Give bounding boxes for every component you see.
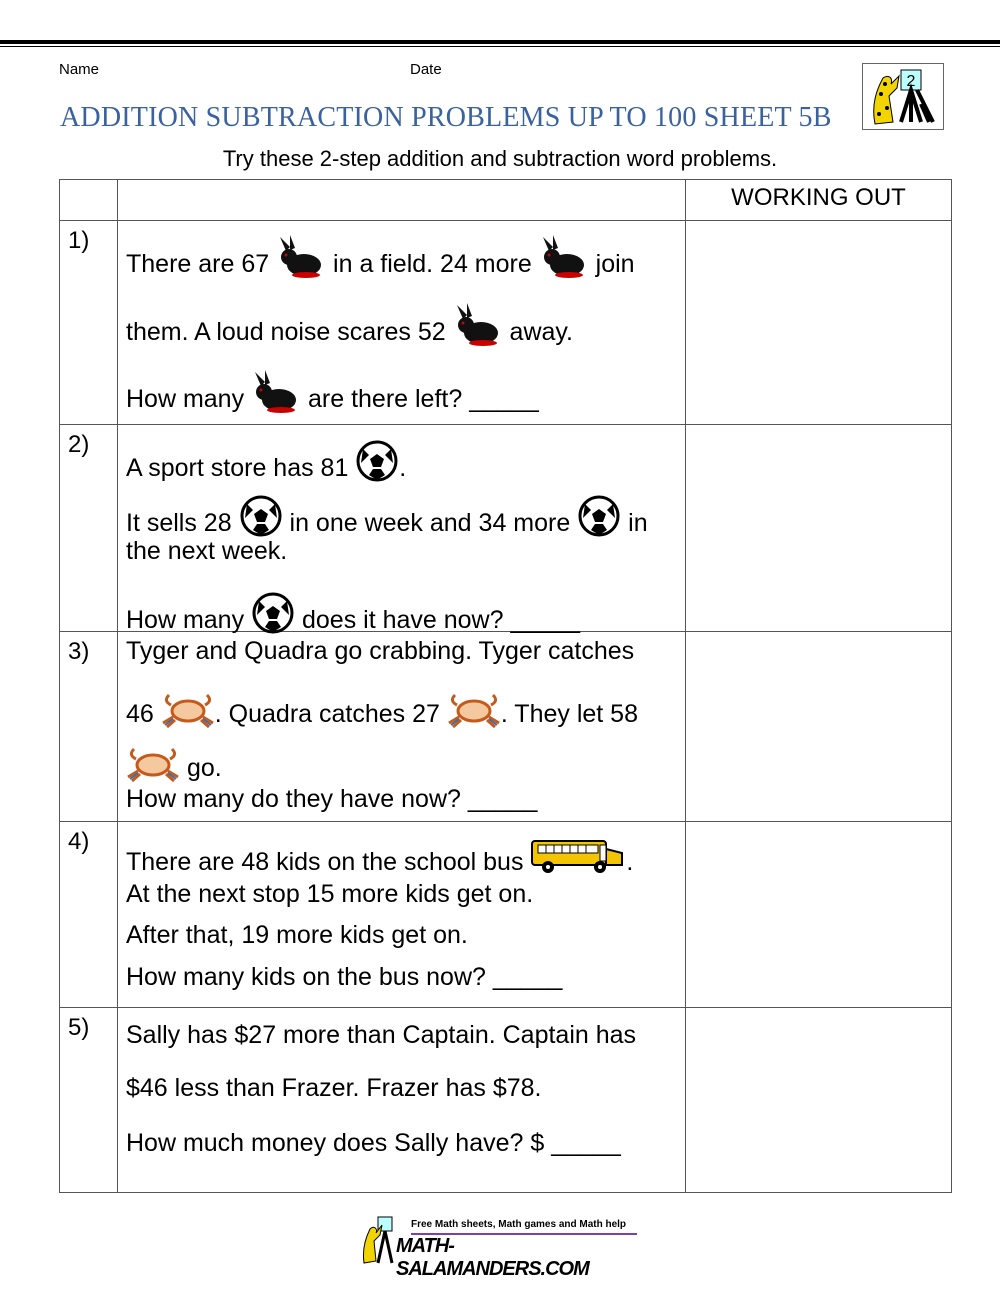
problem-text-segment: How many kids on the bus now? _____ [126, 963, 563, 991]
problem-text [118, 822, 686, 1008]
crab-icon [161, 689, 215, 729]
problem-text-segment: . [626, 848, 634, 876]
problem-text-segment: How many [126, 606, 252, 634]
problem-line [126, 370, 539, 418]
problem-text-segment: them. A loud noise scares 52 [126, 318, 453, 346]
problem-text-segment: It sells 28 [126, 509, 239, 537]
problem-text-segment: go. [180, 754, 222, 782]
problem-text-segment: join [588, 250, 635, 278]
problem-line [126, 235, 635, 283]
problem-line [126, 1073, 542, 1103]
problem-text-segment: How much money does Sally have? $ _____ [126, 1129, 621, 1157]
problem-row [60, 822, 952, 1008]
working-out-header: WORKING OUT [686, 180, 952, 221]
problem-number: 2) [60, 425, 118, 632]
problem-line [126, 743, 222, 787]
problem-number: 1) [60, 221, 118, 425]
problem-line [126, 1128, 621, 1158]
problem-text-segment: After that, 19 more kids get on. [126, 921, 468, 949]
soccer-ball-icon [239, 494, 283, 538]
problem-text-segment: 46 [126, 700, 161, 728]
problem-line [126, 784, 537, 814]
problem-text-segment: Tyger and Quadra go crabbing. Tyger catches [126, 637, 635, 665]
logo-digit: 2 [906, 73, 916, 90]
problem-text-segment: away. [502, 318, 573, 346]
instructions: Try these 2-step addition and subtraction word problems. [222, 146, 778, 171]
crab-icon [126, 743, 180, 783]
rabbit-icon [539, 235, 589, 279]
soccer-ball-icon [251, 591, 295, 635]
problem-text-segment: How many do they have now? _____ [126, 785, 538, 813]
footer-tagline: Free Math sheets, Math games and Math help [411, 1219, 627, 1230]
problem-line [126, 962, 562, 992]
problem-text-segment: How many [126, 385, 252, 413]
problem-text-segment: . They let 58 [500, 700, 638, 728]
problem-number: 4) [60, 822, 118, 1008]
problem-text-segment: A sport store has 81 [126, 454, 356, 482]
problem-line [126, 303, 573, 351]
problem-text [118, 1008, 686, 1193]
problem-text-segment: . [399, 454, 407, 482]
working-out-area[interactable] [686, 425, 952, 632]
rabbit-icon [251, 370, 301, 414]
soccer-ball-icon [355, 439, 399, 483]
soccer-ball-icon [577, 494, 621, 538]
problem-line [126, 879, 533, 909]
problem-line [126, 689, 638, 733]
problem-text [118, 632, 686, 822]
footer-site: MATH-SALAMANDERS.COM [396, 1235, 589, 1280]
problem-number: 3) [60, 632, 118, 822]
crab-icon [447, 689, 501, 729]
problem-text-segment: There are 48 kids on the school bus [126, 848, 531, 876]
problem-text-segment: . Quadra catches 27 [214, 700, 447, 728]
school-bus-icon [530, 837, 626, 877]
problem-row [60, 221, 952, 425]
working-out-area[interactable] [686, 632, 952, 822]
name-label: Name [59, 61, 100, 78]
problem-line [126, 439, 406, 487]
problem-number: 5) [60, 1008, 118, 1193]
problem-row [60, 632, 952, 822]
problem-text-segment: does it have now? _____ [295, 606, 580, 634]
problem-text [118, 221, 686, 425]
rabbit-icon [276, 235, 326, 279]
problem-text-segment: in [621, 509, 648, 537]
date-label: Date [410, 61, 442, 78]
problem-line [126, 1020, 636, 1050]
problem-text-segment: the next week. [126, 537, 288, 565]
top-rule-thin [0, 46, 1000, 47]
problem-text-segment: in a field. 24 more [326, 250, 539, 278]
problem-text-segment: At the next stop 15 more kids get on. [126, 880, 534, 908]
footer-logo [358, 1215, 643, 1280]
problem-text [118, 425, 686, 632]
problems-table [59, 179, 952, 1193]
problem-text-segment: Sally has $27 more than Captain. Captain has [126, 1021, 637, 1049]
working-out-area[interactable] [686, 1008, 952, 1193]
problem-row [60, 425, 952, 632]
rabbit-icon [453, 303, 503, 347]
problem-line [126, 837, 633, 881]
problem-row [60, 1008, 952, 1193]
working-out-area[interactable] [686, 221, 952, 425]
header-row [60, 180, 952, 221]
problem-text-segment: There are 67 [126, 250, 277, 278]
problem-line [126, 536, 287, 566]
problem-line [126, 636, 634, 666]
problem-text-segment: in one week and 34 more [282, 509, 578, 537]
top-rule [0, 40, 1000, 44]
problem-text-segment: are there left? _____ [301, 385, 539, 413]
salamander-logo [862, 63, 944, 130]
page-title: ADDITION SUBTRACTION PROBLEMS UP TO 100 SHEET 5B [60, 102, 832, 133]
problem-text-segment: $46 less than Frazer. Frazer has $78. [126, 1074, 542, 1102]
problem-line [126, 494, 648, 542]
working-out-area[interactable] [686, 822, 952, 1008]
problem-line [126, 920, 468, 950]
